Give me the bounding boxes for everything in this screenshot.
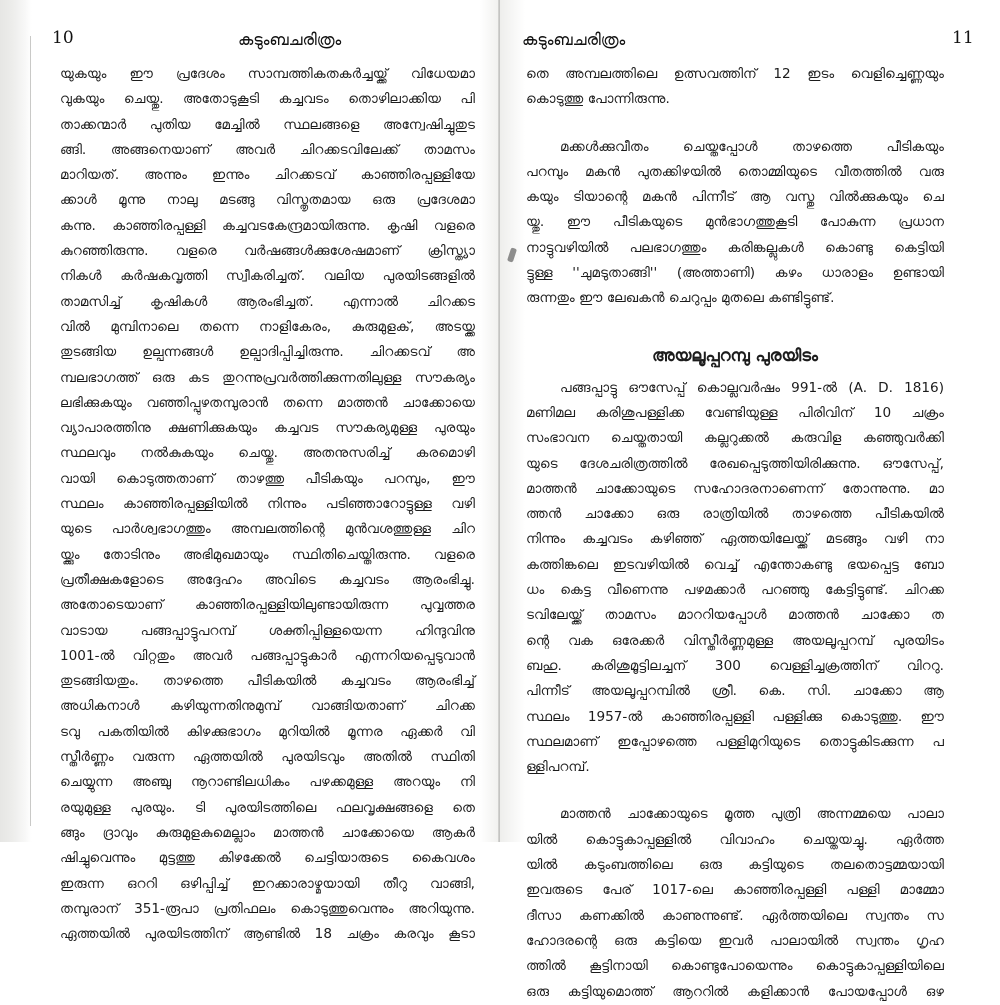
text-line: വ്യാപാരത്തിനു ക്ഷണിക്കുകയും കച്ചവട സൗകര്യമുള്ള പുരയും	[60, 420, 475, 437]
paragraph-ayaloopparambu	[526, 376, 944, 781]
page-edge-line	[30, 36, 31, 826]
left-body-text	[60, 62, 475, 947]
text-line: വാടായ പങ്ങപ്പാട്ടുപറമ്പ് ശക്തിപ്പിള്ളയെന്ന ഹിന്ദുവിനു	[60, 622, 475, 639]
text-line: മക്കൾക്കുവീതം ചെയ്തപ്പോൾ താഴത്തെ പീടികയും	[560, 138, 944, 155]
text-line: നാട്ടുവഴിയിൽ പലഭാഗത്തും കരിങ്കല്ലുകൾ കൊണ്ടു കെട്ടിയി	[526, 239, 944, 256]
text-line: പറമ്പും മകൻ പുതക്കിഴയിൽ തൊമ്മിയുടെ വീതത്തിൽ വരു	[526, 163, 944, 180]
text-line: ത്തൻ ചാക്കോ ഒരു രാത്രിയിൽ താഴത്തെ പീടികയിൽ	[526, 506, 944, 523]
text-line: മാത്തൻ ചാക്കോയുടെ മൂത്ത പുത്രി അന്നമ്മയെ പാലാ	[560, 806, 944, 823]
text-line: വിൽ മുമ്പിനാലെ തന്നെ നാളികേരം, കുരുമുളക്, അടയ്ക്ക	[60, 318, 475, 335]
text-line: സ്തീർണ്ണം വരുന്ന ഏത്തയിൽ പുരയിടവും അതിൽ സ്ഥിതി	[60, 749, 475, 766]
text-line: ഹോദരന്റെ ഒരു കട്ടിയെ ഇവർ പാലായിൽ സ്വന്തം ഗൃഹ	[526, 932, 944, 949]
text-line: ക്കാൾ മൂന്നു നാലു മടങ്ങു വിസ്തൃതമായ ഒരു പ്രദേശമാ	[60, 192, 475, 209]
text-line: കത്തിങ്കലെ ഇടവഴിയിൽ വെച്ച് എന്തോകണ്ടു ഭയപ്പെട്ട ബോ	[526, 556, 944, 573]
text-line: പ്രതീക്ഷകളോടെ അദ്ദേഹം അവിടെ കച്ചവടം ആരംഭിച്ചു.	[60, 571, 475, 588]
text-line: കൊടുത്തു പോന്നിരുന്നു.	[526, 91, 670, 108]
text-line: ത്തിൽ കൂട്ടിനായി കൊണ്ടുപോയെന്നും കൊട്ടുകാപ്പള്ളിയിലെ	[526, 958, 944, 975]
text-line: തുടങ്ങിയ ഉല്പന്നങ്ങൾ ഉല്പാദിപ്പിച്ചിരുന്നു. ചിറക്കടവ് അ	[60, 344, 475, 361]
text-line: മ്പലഭാഗത്ത് ഒരു കട തുറന്നുപ്രവർത്തിക്കുന്നതിലുള്ള സൗകര്യം	[60, 369, 475, 386]
left-page	[0, 0, 500, 943]
text-line: ടവിലേയ്ക്ക് താമസം മാററിയപ്പോൾ മാത്തൻ ചാക്കോ ത	[526, 607, 944, 624]
text-line: പിന്നീട് അയലൂപ്പറമ്പിൽ ശ്രീ. കെ. സി. ചാക്കോ ആ	[526, 683, 944, 700]
text-line: ഇരുന്ന ഒററി ഒഴിപ്പിച്ച് ഇറക്കാരാഴ്മയായി തീറു വാങ്ങി,	[60, 875, 475, 892]
text-line: യിൽ കടുംബത്തിലെ ഒരു കട്ടിയുടെ തലതൊട്ടമ്മയായി	[526, 857, 944, 874]
text-line: ങ്ങി. അങ്ങനെയാണ് അവർ ചിറക്കടവിലേക്ക് താമസം	[60, 141, 475, 158]
running-header-right: കടുംബചരിത്രം	[522, 30, 626, 49]
text-line: ന്റെ വക ഒരേക്കർ വിസ്തീർണ്ണമുള്ള അയലൂപ്പറമ്പ് പുരയിടം	[526, 632, 944, 649]
text-line: രുന്നതും ഈ ലേഖകൻ ചെറുപ്പം മുതലെ കണ്ടിട്ടുണ്ട്.	[526, 290, 835, 307]
text-line: യുടെ ദേശചരിത്രത്തിൽ രേഖപ്പെടുത്തിയിരിക്കുന്നു. ഔസേപ്പ്,	[526, 455, 944, 472]
text-line: താമസിച്ച് കൃഷികൾ ആരംഭിച്ചത്. എന്നാൽ ചിറക്കട	[60, 293, 475, 310]
paragraph-festival	[526, 62, 944, 113]
text-line: സ്ഥലം 1957-ൽ കാഞ്ഞിരപ്പള്ളി പള്ളിക്കു കൊടുത്തു. ഈ	[526, 708, 944, 725]
text-line: ലഭിക്കുകയും വഞ്ഞിപ്പുഴതമ്പുരാൻ തന്നെ മാത്തൻ ചാക്കോയെ	[60, 394, 475, 411]
text-line: യുകയും ഈ പ്രദേശം സാമ്പത്തികതകർച്ചയ്ക്ക് വിധേയമാ	[60, 66, 475, 82]
running-header-left: കടുംബചരിത്രം	[238, 30, 342, 49]
page-number-left: 10	[52, 28, 74, 48]
text-line: ള്ളിപറമ്പ്.	[526, 759, 590, 776]
text-line: ടവു പകതിയിൽ കിഴക്കുഭാഗം മുറിയിൽ മൂന്നര ഏക്കർ വി	[60, 723, 475, 740]
text-line: സ്ഥലം കാഞ്ഞിരപ്പള്ളിയിൽ നിന്നും പടിഞ്ഞാറോട്ടുള്ള വഴി	[60, 496, 475, 513]
right-body-text	[526, 62, 944, 1005]
text-line: ധം കെട്ട വീണെന്നു പഴമക്കാർ പറഞ്ഞു കേട്ടിട്ടുണ്ട്. ചിറക്ക	[526, 582, 944, 599]
text-line: നികൾ കർഷകവൃത്തി സ്വീകരിച്ചത്. വലിയ പുരയിടങ്ങളിൽ	[60, 268, 475, 285]
text-line: മാറിയത്. അന്നും ഇന്നും ചിറക്കടവ് കാഞ്ഞിരപ്പള്ളിയേ	[60, 167, 475, 184]
text-line: യുടെ പാർശ്വഭാഗത്തും അമ്പലത്തിന്റെ മുൻവശത്തുള്ള ചിറ	[60, 521, 475, 538]
page-number-right: 11	[952, 28, 974, 48]
text-line: ഷിച്ചുവെന്നും മുട്ടത്തു കിഴക്കേൽ ചെട്ടിയാരുടെ കൈവശം	[60, 850, 475, 867]
text-line: ഏത്തയിൽ പുരയിടത്തിന് ആണ്ടിൽ 18 ചക്രം കരവും കൂടാ	[60, 926, 475, 943]
text-line: പങ്ങപ്പാട്ടു ഔസേപ്പ് കൊല്ലവർഷം 991-ൽ (A. D. 1816)	[560, 379, 944, 396]
text-line: യ്ക്കും തോടിനും അഭിമുഖമായും സ്ഥിതിചെയ്തിരുന്നു. വളരെ	[60, 546, 475, 563]
text-line: വായി കൊടുത്തതാണ് താഴത്തു പീടികയും പറമ്പും, ഈ	[60, 470, 475, 487]
text-line: ദീസാ കണക്കിൽ കാണുന്നുണ്ട്. ഏർത്തയിലെ സ്വന്തം സ	[526, 907, 944, 924]
text-line: മണിമല കരിശുപള്ളിക്ക വേണ്ടിയുള്ള പിരിവിന് 10 ചക്രം	[526, 404, 944, 421]
paragraph-annamma	[526, 802, 944, 1004]
text-line: കയും ടിയാന്റെ മകൻ പിന്നീട് ആ വസ്തു വിൽക്കുകയും ചെ	[526, 189, 944, 206]
page-edge-shadow	[0, 0, 32, 842]
text-line: ട്ടുള്ള ''ചുമടുതാങ്ങി'' (അത്താണി) കഴം ധാരാളം ഉണ്ടായി	[526, 265, 944, 282]
text-line: സ്ഥലമാണ് ഇപ്പോഴത്തെ പള്ളിമുറിയുടെ തൊട്ടുകിടക്കുന്ന പ	[526, 733, 944, 750]
text-line: ചെയ്യുന്ന അഞ്ചു നൂറാണ്ടിലധികം പഴക്കമുള്ള അറയും നി	[60, 774, 475, 791]
text-line: ഒരു കട്ടിയുമൊത്ത് ആററിൽ കളിക്കാൻ പോയപ്പോൾ ഒഴ	[526, 983, 944, 1000]
text-line: ഇവരുടെ പേര് 1017-ലെ കാഞ്ഞിരപ്പള്ളി പള്ളി മാമ്മോ	[526, 882, 944, 899]
text-line: അധികനാൾ കഴിയുന്നതിനുമുമ്പ് വാങ്ങിയതാണ് ചിറക്ക	[60, 698, 475, 715]
paragraph-gap	[526, 113, 944, 135]
paragraph-inheritance	[526, 135, 944, 312]
text-line: 1001-ൽ വിറ്റതും അവർ പങ്ങപ്പാട്ടുകാർ എന്നറിയപ്പെടുവാൻ	[60, 647, 475, 664]
section-heading: അയലൂപ്പറമ്പു പുരയിടം	[652, 345, 818, 365]
text-line: യിൽ കൊട്ടുകാപ്പള്ളിൽ വിവാഹം ചെയ്തയച്ചു. ഏർത്ത	[526, 831, 944, 848]
text-line: നിന്നും കച്ചവടം കഴിഞ്ഞ് ഏത്തയിലേയ്ക്ക് മടങ്ങും വഴി നാ	[526, 531, 944, 548]
text-line: ബഹു. കരിശുമൂട്ടിലച്ചന് 300 വെള്ളിച്ചക്രത്തിന് വിററു.	[526, 657, 944, 674]
text-line: വുകയും ചെയ്തു. അതോടുകൂടി കച്ചവടം തൊഴിലാക്കിയ പി	[60, 91, 475, 108]
text-line: രയുമുള്ള പുരയും. ടി പുരയിടത്തിലെ ഫലവൃക്ഷങ്ങളെ തെ	[60, 799, 475, 816]
text-line: തമ്പുരാന് 351-രൂപാ പ്രതിഫലം കൊടുത്തുവെന്നും അറിയുന്നു.	[60, 900, 475, 917]
paragraph-gap	[526, 312, 944, 334]
text-line: ങ്ങും ദ്രാവും കുരുമുളകുമെല്ലാം മാത്തൻ ചാക്കോയെ ആകർ	[60, 824, 475, 841]
text-line: കുറഞ്ഞിരുന്നു. വളരെ വർഷങ്ങൾക്കുശേഷമാണ് ക്രിസ്ത്യാ	[60, 243, 475, 260]
right-page	[500, 0, 1000, 1000]
paragraph-gap	[526, 780, 944, 802]
text-line: താക്കന്മാർ പുതിയ മേച്ചിൽ സ്ഥലങ്ങളെ അന്വേഷിച്ചുതുട	[60, 116, 475, 133]
text-line: മാത്തൻ ചാക്കോയുടെ സഹോദരനാണെന്ന് തോന്നുന്നു. മാ	[526, 480, 944, 497]
text-line: തുടങ്ങിയതും. താഴത്തെ പീടികയിൽ കച്ചവടം ആരംഭിച്ച്	[60, 673, 475, 690]
text-line: അതോടെയാണ് കാഞ്ഞിരപ്പള്ളിയിലുണ്ടായിരുന്ന പുവ്വത്തര	[60, 597, 475, 614]
text-line: യ്തു. ഈ പീടികയുടെ മുൻഭാഗത്തുകൂടി പോകുന്ന പ്രധാന	[526, 214, 944, 231]
text-line: സംഭാവന ചെയ്തതായി കല്ലറുക്കൽ കരുവിള കഞ്ഞുവർക്കി	[526, 430, 944, 447]
text-line: തെ അമ്പലത്തിലെ ഉത്സവത്തിന് 12 ഇടം വെളിച്ചെണ്ണയും	[526, 66, 944, 82]
text-line: കന്നു. കാഞ്ഞിരപ്പള്ളി കച്ചവടകേന്ദ്രമായിരുന്നു. കൃഷി വളരെ	[60, 217, 475, 234]
text-line: സ്ഥലവും നൽകുകയും ചെയ്തു. അതനുസരിച്ച് കരമൊഴി	[60, 445, 475, 462]
